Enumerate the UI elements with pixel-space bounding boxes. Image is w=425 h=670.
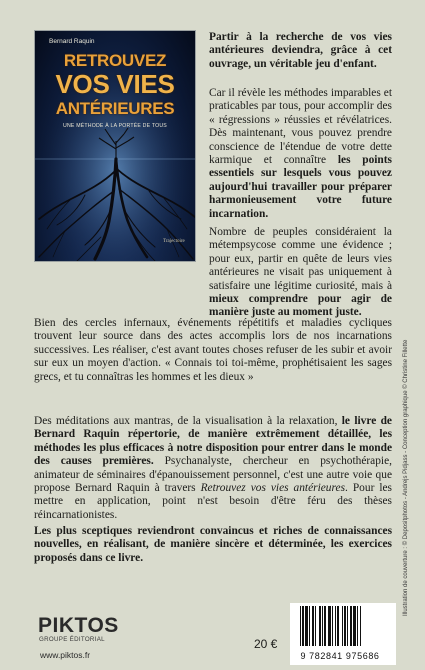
paragraph-meditations bbox=[34, 415, 392, 522]
cover-author: Bernard Raquin bbox=[49, 38, 95, 45]
barcode-bar bbox=[302, 606, 304, 646]
cover-title-line-3: ANTÉRIEURES bbox=[55, 99, 175, 118]
paragraph-methods-text: Car il révèle les méthodes imparables et praticables par tous, pour accomplir des « régressions » réussies et révélatrices. Dès maintenant, vous pouvez prendre conscience de l'étendue de votre dette karmique et connaître bbox=[209, 87, 392, 167]
cover-title-line-1: RETROUVEZ bbox=[63, 51, 167, 70]
cover-publisher-mark: Trajectoire bbox=[163, 239, 185, 244]
barcode-bar bbox=[300, 606, 301, 646]
book-cover-image bbox=[34, 30, 196, 262]
barcode-bar bbox=[305, 606, 308, 646]
barcode-bars bbox=[300, 606, 386, 652]
publisher-logo bbox=[38, 614, 119, 643]
barcode-bar bbox=[328, 606, 331, 646]
publisher-subtitle: GROUPE ÉDITORIAL bbox=[39, 636, 105, 643]
barcode-bar bbox=[342, 606, 343, 646]
barcode-bar bbox=[353, 606, 356, 646]
paragraph-intro-text: Partir à la recherche de vos vies antérieures deviendra, grâce à cet ouvrage, un véritable jeu d'enfant. bbox=[209, 31, 392, 70]
barcode-bar bbox=[312, 606, 314, 646]
cover-credits: Illustration de couverture : © Depositphotos - Andrejs Pidjass - Conception graphique © Christine Fillette bbox=[403, 339, 409, 616]
barcode-bar bbox=[350, 606, 352, 646]
barcode-bar bbox=[357, 606, 358, 646]
barcode-bar bbox=[332, 606, 333, 646]
cover-tagline: UNE MÉTHODE À LA PORTÉE DE TOUS bbox=[63, 123, 167, 129]
publisher-website: www.piktos.fr bbox=[40, 650, 91, 660]
paragraph-intro bbox=[209, 31, 392, 71]
paragraph-methods bbox=[209, 87, 392, 221]
paragraph-conclusion bbox=[34, 525, 392, 565]
publisher-name: PIKTOS bbox=[38, 614, 119, 637]
paragraph-metempsychosis bbox=[209, 226, 392, 320]
barcode-bar bbox=[324, 606, 326, 646]
paragraph-metempsychosis-bold: mieux comprendre pour agir de manière juste au moment juste. bbox=[209, 293, 392, 319]
paragraph-cycles-text: Bien des cercles infernaux, événements répétitifs et maladies cycliques trouvent leur source dans des actes accomplis lors de nos incarnations successives. Les réaliser, c'est avant toutes choses refuser de les subir et avoir sur eux un moyen d'action. « Connais toi toi-même, prophétisaient les sages grecs, et tu connaîtras les hommes et les dieux » bbox=[34, 317, 392, 383]
barcode-bar bbox=[319, 606, 321, 646]
paragraph-meditations-text: Des méditations aux mantras, de la visualisation à la relaxation, bbox=[34, 415, 342, 427]
paragraph-meditations-text-3: . Pour les mettre en application, point n'est besoin d'être féru des thèses réincarnationistes. bbox=[34, 482, 392, 521]
paragraph-metempsychosis-text: Nombre de peuples considéraient la métempsycose comme une évidence ; pour eux, partir en quête de leurs vies antérieures ne visait pas uniquement à satisfaire une légitime curiosité, mais à bbox=[209, 226, 392, 292]
paragraph-cycles bbox=[34, 317, 392, 384]
paragraph-methods-bold: les points essentiels sur lesquels vous pouvez aujourd'hui travailler pour préparer harmonieusement votre future incarnation. bbox=[209, 154, 392, 220]
book-title-italic: Retrouvez vos vies antérieures bbox=[200, 482, 346, 495]
barcode-bar bbox=[347, 606, 348, 646]
isbn-number: 9 782841 975686 bbox=[300, 651, 380, 661]
price-label: 20 € bbox=[254, 637, 278, 651]
barcode-bar bbox=[335, 606, 336, 646]
barcode-bar bbox=[309, 606, 310, 646]
paragraph-meditations-text-2: Psychanalyste, chercheur en psychothérapie, animateur de séminaires d'épanouissement personnel, c'est une autre voie que propose Bernard Raquin à travers bbox=[34, 455, 392, 495]
paragraph-meditations-bold: le livre de Bernard Raquin répertorie, de manière extrêmement détaillée, les méthodes les plus efficaces à notre disposition pour entrer dans le monde des causes premières. bbox=[34, 415, 392, 468]
barcode-bar bbox=[337, 606, 339, 646]
cover-title-line-2: VOS VIES bbox=[55, 69, 175, 99]
barcode-bar bbox=[360, 606, 361, 646]
paragraph-conclusion-text: Les plus sceptiques reviendront convaincus et riches de connaissances nouvelles, en réalisant, de manière sincère et déterminée, les exercices proposés dans ce livre. bbox=[34, 525, 392, 564]
barcode-bar bbox=[322, 606, 323, 646]
barcode-bar bbox=[315, 606, 316, 646]
barcode-bar bbox=[344, 606, 346, 646]
